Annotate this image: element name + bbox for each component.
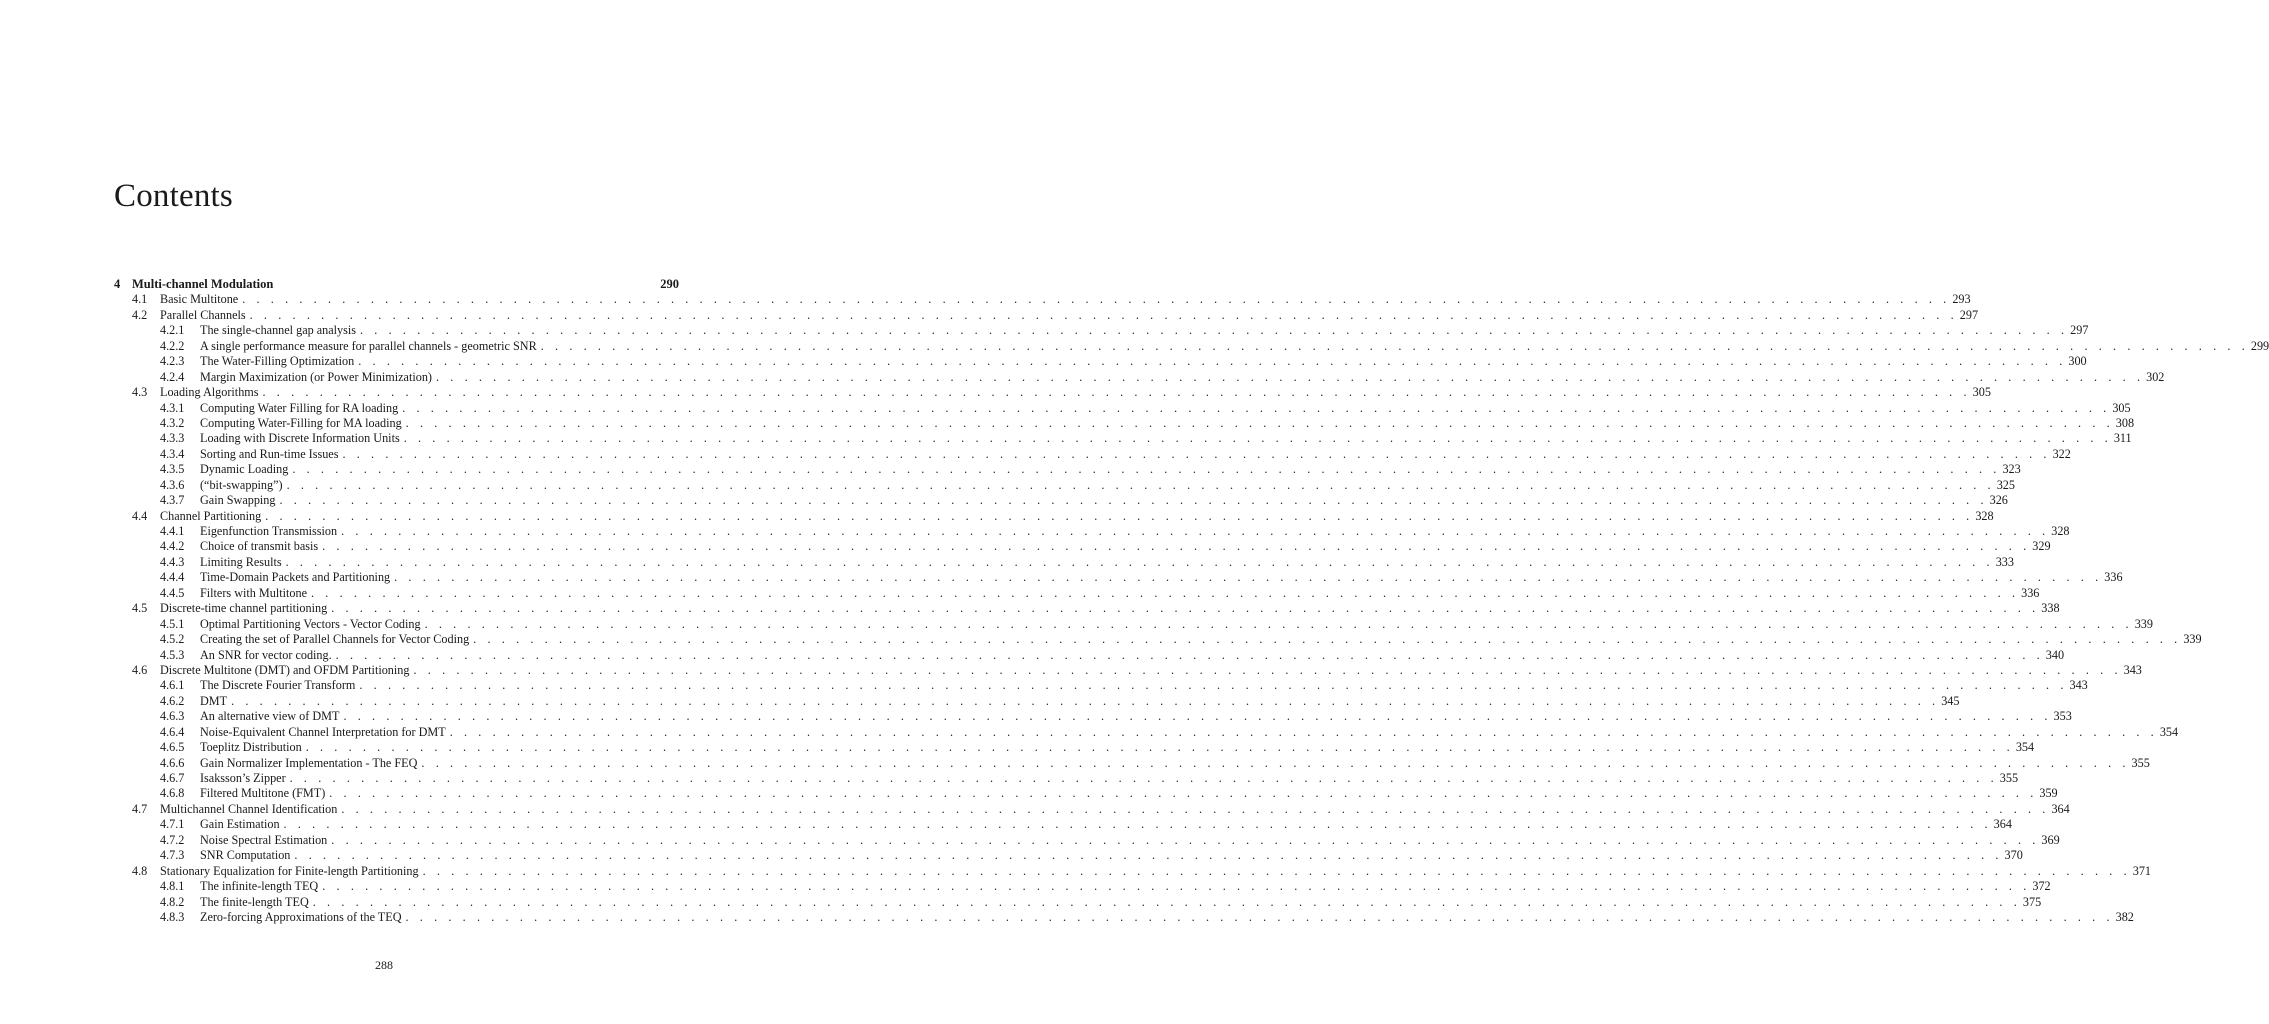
toc-entry-page: 355 <box>2131 755 2150 770</box>
toc-entry-number: 4.4 <box>132 508 148 523</box>
toc-entry-page: 305 <box>1972 385 1991 400</box>
toc-subsection-entry[interactable] <box>114 632 2202 647</box>
toc-subsection-entry[interactable] <box>114 354 2087 369</box>
toc-entry-title: Multi-channel Modulation <box>132 277 277 292</box>
dot-leader: . . . . . . . . . . . . . . . . . . . . . . . . . . . . . . . . . . . . . . . . . . . . . . . . . . . . . . . . . . . . . . . . . . . . . . . . . . . . . . . . . . . . . . . . . . . . . . . . . . . . . . . . . . . . . . . . . . . . . . . . <box>265 508 1974 523</box>
dot-leader: . . . . . . . . . . . . . . . . . . . . . . . . . . . . . . . . . . . . . . . . . . . . . . . . . . . . . . . . . . . . . . . . . . . . . . . . . . . . . . . . . . . . . . . . . . . . . . . . . . . . . . . . . . . . . . . . . . . . . . . . <box>305 740 2014 755</box>
toc-entry-number: 4.6.6 <box>160 755 185 770</box>
toc-entry-title: Limiting Results <box>200 555 286 570</box>
toc-entry-number: 4.1 <box>132 292 148 307</box>
toc-entry-page: 370 <box>2004 848 2023 863</box>
toc-entry-title: Dynamic Loading <box>200 462 292 477</box>
toc-entry-page: 336 <box>2021 585 2040 600</box>
toc-subsection-entry[interactable] <box>114 338 2269 354</box>
table-of-contents <box>114 277 2269 925</box>
toc-entry-number: 4.6.3 <box>160 709 185 724</box>
toc-section-entry[interactable] <box>114 662 2142 678</box>
toc-entry-page: 302 <box>2146 369 2165 384</box>
toc-entry-title: Discrete Multitone (DMT) and OFDM Partitioning <box>160 663 413 678</box>
dot-leader: . . . . . . . . . . . . . . . . . . . . . . . . . . . . . . . . . . . . . . . . . . . . . . . . . . . . . . . . . . . . . . . . . . . . . . . . . . . . . . . . . . . . . . . . . . . . . . . . . . . . . . . . . . . . . . . . . . . . . . . . <box>403 431 2112 446</box>
toc-subsection-entry[interactable] <box>114 446 2071 462</box>
dot-leader: . . . . . . . . . . . . . . . . . . . . . . . . . . . . . . . . . . . . . . . . . . . . . . . . . . . . . . . . . . . . . . . . . . . . . . . . . . . . . . . . . . . . . . . . . . . . . . . . . . . . . . . . . . . . . . . . . . . . . . . . <box>405 415 2114 430</box>
toc-entry-number: 4.6.7 <box>160 771 185 785</box>
dot-leader: . . . . . . . . . . . . . . . . . . . . . . . . . . . . . . . . . . . . . . . . . . . . . . . . . . . . . . . . . . . . . . . . . . . . . . . . . . . . . . . . . . . . . . . . . . . . . . . . . . . . . . . . . . . . . . . . . . . . . . . . <box>343 709 2052 724</box>
toc-subsection-entry[interactable] <box>114 724 2179 740</box>
toc-entry-number: 4.3.5 <box>160 462 185 477</box>
toc-entry-page: 364 <box>2051 801 2070 816</box>
toc-entry-page: 340 <box>2045 647 2065 662</box>
toc-entry-title: A single performance measure for parallel channels - geometric SNR <box>200 339 541 354</box>
toc-entry-page: 300 <box>2068 354 2087 369</box>
toc-entry-number: 4.6.5 <box>160 740 185 755</box>
toc-entry-title: Noise Spectral Estimation <box>200 833 331 848</box>
dot-leader: . . . . . . . . . . . . . . . . . . . . . . . . . . . . . . . . . . . . . . . . . . . . . . . . . . . . . . . . . . . . . . . . . . . . . . . . . . . . . . . . . . . . . . . . . . . . . . . . . . . . . . . . . . . . . . . . . . . . . . . . <box>424 616 2133 631</box>
toc-subsection-entry[interactable] <box>114 909 2134 925</box>
toc-entry-title: Loading with Discrete Information Units <box>200 431 404 446</box>
page-title: Contents <box>114 178 233 214</box>
toc-section-entry[interactable] <box>114 292 1971 307</box>
dot-leader: . . . . . . . . . . . . . . . . . . . . . . . . . . . . . . . . . . . . . . . . . . . . . . . . . . . . . . . . . . . . . . . . . . . . . . . . . . . . . . . . . . . . . . . . . . . . . . . . . . . . . . . . . . . . . . . . . . . . . . . . <box>342 446 2051 461</box>
toc-entry-title: Sorting and Run-time Issues <box>200 447 342 462</box>
toc-entry-title: DMT <box>200 694 231 709</box>
toc-section-entry[interactable] <box>114 801 2070 817</box>
toc-entry-title: Loading Algorithms <box>160 385 263 400</box>
toc-entry-number: 4.8.1 <box>160 879 185 894</box>
toc-entry-number: 4.3.6 <box>160 477 185 492</box>
toc-entry-title: The Water-Filling Optimization <box>200 354 358 369</box>
dot-leader: . . . . . . . . . . . . . . . . . . . . . . . . . . . . . . . . . . . . . . . . . . . . . . . . . . . . . . . . . . . . . . . . . . . . . . . . . . . . . . . . . . . . . . . . . . . . . . . . . . . . . . . . . . . . . . . . . . . . . . . . <box>473 632 2182 647</box>
dot-leader: . . . . . . . . . . . . . . . . . . . . . . . . . . . . . . . . . . . . . . . . . . . . . . . . . . . . . . . . . . . . . . . . . . . . . . . . . . . . . . . . . . . . . . . . . . . . . . . . . . . . . . . . . . . . . . . . . . . . . . . . <box>540 338 2249 353</box>
toc-entry-title: Choice of transmit basis <box>200 539 322 554</box>
toc-entry-title: Parallel Channels <box>160 308 250 323</box>
dot-leader: . . . . . . . . . . . . . . . . . . . . . . . . . . . . . . . . . . . . . . . . . . . . . . . . . . . . . . . . . . . . . . . . . . . . . . . . . . . . . . . . . . . . . . . . . . . . . . . . . . . . . . . . . . . . . . . . . . . . . . . . <box>249 307 1958 322</box>
dot-leader: . . . . . . . . . . . . . . . . . . . . . . . . . . . . . . . . . . . . . . . . . . . . . . . . . . . . . . . . . . . . . . . . . . . . . . . . . . . . . . . . . . . . . . . . . . . . . . . . . . . . . . . . . . . . . . . . . . . . . . . . <box>312 894 2021 909</box>
toc-entry-page: 311 <box>2113 431 2132 446</box>
dot-leader: . . . . . . . . . . . . . . . . . . . . . . . . . . . . . . . . . . . . . . . . . . . . . . . . . . . . . . . . . . . . . . . . . . . . . . . . . . . . . . . . . . . . . . . . . . . . . . . . . . . . . . . . . . . . . . . . . . . . . . . . <box>331 832 2040 847</box>
toc-entry-page: 382 <box>2115 909 2134 924</box>
toc-entry-title: Basic Multitone <box>160 292 242 307</box>
toc-entry-page: 354 <box>2015 740 2035 755</box>
toc-entry-number: 4.3.4 <box>160 446 185 461</box>
dot-leader: . . . . . . . . . . . . . . . . . . . . . . . . . . . . . . . . . . . . . . . . . . . . . . . . . . . . . . . . . . . . . . . . . . . . . . . . . . . . . . . . . . . . . . . . . . . . . . . . . . . . . . . . . . . . . . . . . . . . . . . . <box>331 601 2040 616</box>
dot-leader: . . . . . . . . . . . . . . . . . . . . . . . . . . . . . . . . . . . . . . . . . . . . . . . . . . . . . . . . . . . . . . . . . . . . . . . . . . . . . . . . . . . . . . . . . . . . . . . . . . . . . . . . . . . . . . . . . . . . . . . . <box>422 863 2131 878</box>
toc-entry-number: 4.6.4 <box>160 724 185 739</box>
toc-subsection-entry[interactable] <box>114 554 2014 570</box>
toc-entry-page: 328 <box>2051 524 2070 538</box>
toc-subsection-entry[interactable] <box>114 771 2019 786</box>
dot-leader: . . . . . . . . . . . . . . . . . . . . . . . . . . . . . . . . . . . . . . . . . . . . . . . . . . . . . . . . . . . . . . . . . . . . . . . . . . . . . . . . . . . . . . . . . . . . . . . . . . . . . . . . . . . . . . . . . . . . . . . . <box>405 909 2114 924</box>
toc-entry-title: Toeplitz Distribution <box>200 740 306 755</box>
toc-entry-page: 323 <box>2002 462 2021 477</box>
toc-entry-page: 322 <box>2052 446 2071 461</box>
toc-entry-page: 371 <box>2132 863 2151 878</box>
toc-entry-number: 4.7.3 <box>160 848 185 863</box>
toc-entry-title: SNR Computation <box>200 848 294 863</box>
toc-subsection-entry[interactable] <box>114 786 2058 801</box>
toc-entry-number: 4.6.2 <box>160 693 185 708</box>
dot-leader: . . . . . . . . . . . . . . . . . . . . . . . . . . . . . . . . . . . . . . . . . . . . . . . . . . . . . . . . . . . . . . . . . . . . . . . . . . . . . . . . . . . . . . . . . . . . . . . . . . . . . . . . . . . . . . . . . . . . . . . . <box>289 771 1998 785</box>
toc-entry-number: 4.8 <box>132 863 148 878</box>
dot-leader: . . . . . . . . . . . . . . . . . . . . . . . . . . . . . . . . . . . . . . . . . . . . . . . . . . . . . . . . . . . . . . . . . . . . . . . . . . . . . . . . . . . . . . . . . . . . . . . . . . . . . . . . . . . . . . . . . . . . . . . . <box>262 385 1971 400</box>
toc-entry-page: 299 <box>2250 338 2269 353</box>
dot-leader: . . . . . . . . . . . . . . . . . . . . . . . . . . . . . . . . . . . . . . . . . . . . . . . . . . . . . . . . . . . . . . . . . . . . . . . . . . . . . . . . . . . . . . . . . . . . . . . . . . . . . . . . . . . . . . . . . . . . . . . . <box>413 662 2122 677</box>
toc-entry-number: 4.2.3 <box>160 354 185 369</box>
dot-leader: . . . . . . . . . . . . . . . . . . . . . . . . . . . . . . . . . . . . . . . . . . . . . . . . . . . . . . . . . . . . . . . . . . . . . . . . . . . . . . . . . . . . . . . . . . . . . . . . . . . . . . . . . . . . . . . . . . . . . . . . <box>292 462 2001 477</box>
toc-entry-page: 328 <box>1975 508 1994 523</box>
toc-entry-page: 355 <box>1999 771 2019 785</box>
toc-entry-page: 333 <box>1995 554 2014 569</box>
dot-leader: . . . . . . . . . . . . . . . . . . . . . . . . . . . . . . . . . . . . . . . . . . . . . . . . . . . . . . . . . . . . . . . . . . . . . . . . . . . . . . . . . . . . . . . . . . . . . . . . . . . . . . . . . . . . . . . . . . . . . . . . <box>310 585 2020 600</box>
toc-subsection-entry[interactable] <box>114 740 2035 755</box>
toc-subsection-entry[interactable] <box>114 570 2123 585</box>
toc-subsection-entry[interactable] <box>114 848 2023 863</box>
page-number: 288 <box>375 958 393 972</box>
toc-subsection-entry[interactable] <box>114 693 1960 709</box>
toc-entry-number: 4.5.2 <box>160 632 185 647</box>
toc-entry-page: 326 <box>1989 493 2008 508</box>
toc-entry-title: (“bit-swapping”) <box>200 478 287 493</box>
toc-entry-title: The Discrete Fourier Transform <box>200 678 359 693</box>
toc-entry-title: Zero-forcing Approximations of the TEQ <box>200 910 406 925</box>
toc-subsection-entry[interactable] <box>114 462 2021 477</box>
toc-section-entry[interactable] <box>114 863 2151 879</box>
toc-entry-page: 308 <box>2115 415 2135 430</box>
toc-entry-number: 4.7.2 <box>160 832 185 847</box>
toc-entry-title: Multichannel Channel Identification <box>160 802 341 817</box>
toc-section-entry[interactable] <box>114 385 1991 400</box>
toc-entry-title: Margin Maximization (or Power Minimization) <box>200 370 436 385</box>
toc-entry-number: 4.3.2 <box>160 415 185 430</box>
toc-section-entry[interactable] <box>114 508 1994 524</box>
toc-entry-number: 4.7 <box>132 801 148 816</box>
dot-leader: . . . . . . . . . . . . . . . . . . . . . . . . . . . . . . . . . . . . . . . . . . . . . . . . . . . . . . . . . . . . . . . . . . . . . . . . . . . . . . . . . . . . . . . . . . . . . . . . . . . . . . . . . . . . . . . . . . . . . . . . <box>358 354 2067 369</box>
toc-subsection-entry[interactable] <box>114 585 2040 601</box>
toc-subsection-entry[interactable] <box>114 616 2153 632</box>
toc-section-entry[interactable] <box>114 307 1979 323</box>
toc-subsection-entry[interactable] <box>114 755 2150 771</box>
toc-entry-title: Eigenfunction Transmission <box>200 524 341 539</box>
toc-subsection-entry[interactable] <box>114 493 2008 508</box>
toc-entry-title: Channel Partitioning <box>160 509 265 524</box>
toc-entry-page: 375 <box>2022 894 2042 909</box>
dot-leader: . . . . . . . . . . . . . . . . . . . . . . . . . . . . . . . . . . . . . . . . . . . . . . . . . . . . . . . . . . . . . . . . . . . . . . . . . . . . . . . . . . . . . . . . . . . . . . . . . . . . . . . . . . . . . . . . . . . . . . . . <box>335 647 2044 662</box>
toc-entry-page: 338 <box>2041 601 2060 616</box>
toc-entry-number: 4.6.1 <box>160 678 185 693</box>
dot-leader: . . . . . . . . . . . . . . . . . . . . . . . . . . . . . . . . . . . . . . . . . . . . . . . . . . . . . . . . . . . . . . . . . . . . . . . . . . . . . . . . . . . . . . . . . . . . . . . . . . . . . . . . . . . . . . . . . . . . . . . . <box>329 786 2038 801</box>
toc-entry-title: Discrete-time channel partitioning <box>160 601 331 616</box>
dot-leader: . . . . . . . . . . . . . . . . . . . . . . . . . . . . . . . . . . . . . . . . . . . . . . . . . . . . . . . . . . . . . . . . . . . . . . . . . . . . . . . . . . . . . . . . . . . . . . . . . . . . . . . . . . . . . . . . . . . . . . . . <box>341 801 2050 816</box>
toc-subsection-entry[interactable] <box>114 415 2135 431</box>
toc-entry-page: 359 <box>2039 786 2058 801</box>
toc-entry-page: 339 <box>2183 632 2202 647</box>
toc-subsection-entry[interactable] <box>114 832 2060 848</box>
toc-entry-number: 4.2.4 <box>160 369 185 384</box>
toc-entry-title: Stationary Equalization for Finite-length Partitioning <box>160 864 423 879</box>
toc-entry-number: 4.3.7 <box>160 493 185 508</box>
toc-entry-number: 4.2.1 <box>160 323 185 338</box>
toc-entry-page: 325 <box>1996 477 2015 492</box>
toc-entry-number: 4.2 <box>132 307 148 322</box>
toc-entry-number: 4.5.3 <box>160 647 185 662</box>
dot-leader: . . . . . . . . . . . . . . . . . . . . . . . . . . . . . . . . . . . . . . . . . . . . . . . . . . . . . . . . . . . . . . . . . . . . . . . . . . . . . . . . . . . . . . . . . . . . . . . . . . . . . . . . . . . . . . . . . . . . . . . . <box>341 524 2050 538</box>
toc-entry-page: 343 <box>2123 662 2142 677</box>
toc-section-entry[interactable] <box>114 601 2060 616</box>
toc-entry-number: 4.3.1 <box>160 400 185 415</box>
toc-entry-title: Filtered Multitone (FMT) <box>200 786 329 801</box>
toc-chapter-entry[interactable] <box>114 277 679 292</box>
toc-entry-number: 4.4.3 <box>160 554 185 569</box>
toc-entry-title: Optimal Partitioning Vectors - Vector Coding <box>200 617 425 632</box>
toc-subsection-entry[interactable] <box>114 477 2015 493</box>
toc-entry-title: Gain Estimation <box>200 817 284 832</box>
dot-leader <box>277 277 658 292</box>
toc-entry-title: Isaksson’s Zipper <box>200 771 290 786</box>
toc-entry-page: 336 <box>2104 570 2123 585</box>
toc-subsection-entry[interactable] <box>114 647 2065 663</box>
dot-leader: . . . . . . . . . . . . . . . . . . . . . . . . . . . . . . . . . . . . . . . . . . . . . . . . . . . . . . . . . . . . . . . . . . . . . . . . . . . . . . . . . . . . . . . . . . . . . . . . . . . . . . . . . . . . . . . . . . . . . . . . <box>359 678 2068 693</box>
dot-leader: . . . . . . . . . . . . . . . . . . . . . . . . . . . . . . . . . . . . . . . . . . . . . . . . . . . . . . . . . . . . . . . . . . . . . . . . . . . . . . . . . . . . . . . . . . . . . . . . . . . . . . . . . . . . . . . . . . . . . . . . <box>285 554 1994 569</box>
toc-subsection-entry[interactable] <box>114 817 2012 832</box>
toc-entry-title: Gain Swapping <box>200 493 280 508</box>
toc-entry-number: 4.8.2 <box>160 894 185 909</box>
dot-leader: . . . . . . . . . . . . . . . . . . . . . . . . . . . . . . . . . . . . . . . . . . . . . . . . . . . . . . . . . . . . . . . . . . . . . . . . . . . . . . . . . . . . . . . . . . . . . . . . . . . . . . . . . . . . . . . . . . . . . . . . <box>279 493 1988 508</box>
toc-entry-page: 345 <box>1941 693 1960 708</box>
toc-entry-number: 4.4.5 <box>160 585 185 600</box>
toc-entry-page: 305 <box>2112 400 2131 415</box>
toc-entry-title: Noise-Equivalent Channel Interpretation for DMT <box>200 725 450 740</box>
dot-leader: . . . . . . . . . . . . . . . . . . . . . . . . . . . . . . . . . . . . . . . . . . . . . . . . . . . . . . . . . . . . . . . . . . . . . . . . . . . . . . . . . . . . . . . . . . . . . . . . . . . . . . . . . . . . . . . . . . . . . . . . <box>294 848 2003 863</box>
toc-entry-page: 293 <box>1952 292 1971 307</box>
toc-entry-number: 4 <box>114 277 121 291</box>
toc-entry-number: 4.6.8 <box>160 786 185 801</box>
toc-entry-number: 4.4.4 <box>160 570 185 585</box>
toc-entry-number: 4.3 <box>132 385 148 400</box>
toc-entry-title: Computing Water-Filling for MA loading <box>200 416 406 431</box>
toc-entry-number: 4.3.3 <box>160 431 185 446</box>
toc-entry-title: Filters with Multitone <box>200 586 311 601</box>
toc-entry-number: 4.6 <box>132 662 148 677</box>
toc-entry-number: 4.2.2 <box>160 338 185 353</box>
dot-leader: . . . . . . . . . . . . . . . . . . . . . . . . . . . . . . . . . . . . . . . . . . . . . . . . . . . . . . . . . . . . . . . . . . . . . . . . . . . . . . . . . . . . . . . . . . . . . . . . . . . . . . . . . . . . . . . . . . . . . . . . <box>242 292 1951 307</box>
toc-entry-number: 4.5.1 <box>160 616 185 631</box>
dot-leader: . . . . . . . . . . . . . . . . . . . . . . . . . . . . . . . . . . . . . . . . . . . . . . . . . . . . . . . . . . . . . . . . . . . . . . . . . . . . . . . . . . . . . . . . . . . . . . . . . . . . . . . . . . . . . . . . . . . . . . . . <box>402 400 2111 415</box>
toc-entry-page: 329 <box>2032 539 2051 554</box>
toc-entry-title: Gain Normalizer Implementation - The FEQ <box>200 756 421 771</box>
toc-subsection-entry[interactable] <box>114 369 2165 385</box>
toc-subsection-entry[interactable] <box>114 539 2051 554</box>
toc-entry-number: 4.8.3 <box>160 909 185 924</box>
toc-entry-number: 4.4.2 <box>160 539 185 554</box>
toc-entry-page: 290 <box>660 277 679 291</box>
toc-entry-title: An SNR for vector coding. <box>200 648 336 663</box>
toc-subsection-entry[interactable] <box>114 678 2088 693</box>
toc-entry-title: The infinite-length TEQ <box>200 879 322 894</box>
toc-entry-page: 297 <box>2070 323 2089 338</box>
dot-leader: . . . . . . . . . . . . . . . . . . . . . . . . . . . . . . . . . . . . . . . . . . . . . . . . . . . . . . . . . . . . . . . . . . . . . . . . . . . . . . . . . . . . . . . . . . . . . . . . . . . . . . . . . . . . . . . . . . . . . . . . <box>435 369 2145 384</box>
toc-entry-page: 369 <box>2041 832 2060 847</box>
toc-entry-page: 364 <box>1993 817 2012 832</box>
dot-leader: . . . . . . . . . . . . . . . . . . . . . . . . . . . . . . . . . . . . . . . . . . . . . . . . . . . . . . . . . . . . . . . . . . . . . . . . . . . . . . . . . . . . . . . . . . . . . . . . . . . . . . . . . . . . . . . . . . . . . . . . <box>283 817 1992 832</box>
toc-entry-number: 4.7.1 <box>160 817 185 832</box>
toc-subsection-entry[interactable] <box>114 709 2072 724</box>
toc-subsection-entry[interactable] <box>114 431 2132 446</box>
dot-leader: . . . . . . . . . . . . . . . . . . . . . . . . . . . . . . . . . . . . . . . . . . . . . . . . . . . . . . . . . . . . . . . . . . . . . . . . . . . . . . . . . . . . . . . . . . . . . . . . . . . . . . . . . . . . . . . . . . . . . . . . <box>286 477 1995 492</box>
toc-entry-page: 339 <box>2134 616 2153 631</box>
toc-entry-title: Creating the set of Parallel Channels for Vector Coding <box>200 632 473 647</box>
toc-entry-title: Time-Domain Packets and Partitioning <box>200 570 394 585</box>
toc-entry-page: 297 <box>1959 307 1979 322</box>
dot-leader: . . . . . . . . . . . . . . . . . . . . . . . . . . . . . . . . . . . . . . . . . . . . . . . . . . . . . . . . . . . . . . . . . . . . . . . . . . . . . . . . . . . . . . . . . . . . . . . . . . . . . . . . . . . . . . . . . . . . . . . . <box>394 570 2103 585</box>
toc-entry-page: 354 <box>2159 724 2179 739</box>
toc-entry-page: 372 <box>2032 879 2051 894</box>
toc-subsection-entry[interactable] <box>114 524 2070 539</box>
toc-subsection-entry[interactable] <box>114 323 2089 338</box>
toc-entry-page: 343 <box>2069 678 2088 693</box>
toc-entry-title: The single-channel gap analysis <box>200 323 360 338</box>
toc-entry-title: Computing Water Filling for RA loading <box>200 401 402 416</box>
toc-entry-number: 4.5 <box>132 601 148 616</box>
dot-leader: . . . . . . . . . . . . . . . . . . . . . . . . . . . . . . . . . . . . . . . . . . . . . . . . . . . . . . . . . . . . . . . . . . . . . . . . . . . . . . . . . . . . . . . . . . . . . . . . . . . . . . . . . . . . . . . . . . . . . . . . <box>360 323 2069 338</box>
toc-subsection-entry[interactable] <box>114 400 2131 416</box>
dot-leader: . . . . . . . . . . . . . . . . . . . . . . . . . . . . . . . . . . . . . . . . . . . . . . . . . . . . . . . . . . . . . . . . . . . . . . . . . . . . . . . . . . . . . . . . . . . . . . . . . . . . . . . . . . . . . . . . . . . . . . . . <box>449 724 2158 739</box>
dot-leader: . . . . . . . . . . . . . . . . . . . . . . . . . . . . . . . . . . . . . . . . . . . . . . . . . . . . . . . . . . . . . . . . . . . . . . . . . . . . . . . . . . . . . . . . . . . . . . . . . . . . . . . . . . . . . . . . . . . . . . . . <box>322 879 2031 894</box>
toc-entry-number: 4.4.1 <box>160 524 185 538</box>
dot-leader: . . . . . . . . . . . . . . . . . . . . . . . . . . . . . . . . . . . . . . . . . . . . . . . . . . . . . . . . . . . . . . . . . . . . . . . . . . . . . . . . . . . . . . . . . . . . . . . . . . . . . . . . . . . . . . . . . . . . . . . . <box>322 539 2031 554</box>
toc-entry-title: The finite-length TEQ <box>200 895 313 910</box>
toc-entry-page: 353 <box>2053 709 2072 724</box>
toc-subsection-entry[interactable] <box>114 894 2042 910</box>
dot-leader: . . . . . . . . . . . . . . . . . . . . . . . . . . . . . . . . . . . . . . . . . . . . . . . . . . . . . . . . . . . . . . . . . . . . . . . . . . . . . . . . . . . . . . . . . . . . . . . . . . . . . . . . . . . . . . . . . . . . . . . . <box>421 755 2130 770</box>
toc-entry-title: An alternative view of DMT <box>200 709 343 724</box>
toc-subsection-entry[interactable] <box>114 879 2051 894</box>
dot-leader: . . . . . . . . . . . . . . . . . . . . . . . . . . . . . . . . . . . . . . . . . . . . . . . . . . . . . . . . . . . . . . . . . . . . . . . . . . . . . . . . . . . . . . . . . . . . . . . . . . . . . . . . . . . . . . . . . . . . . . . . <box>231 693 1940 708</box>
